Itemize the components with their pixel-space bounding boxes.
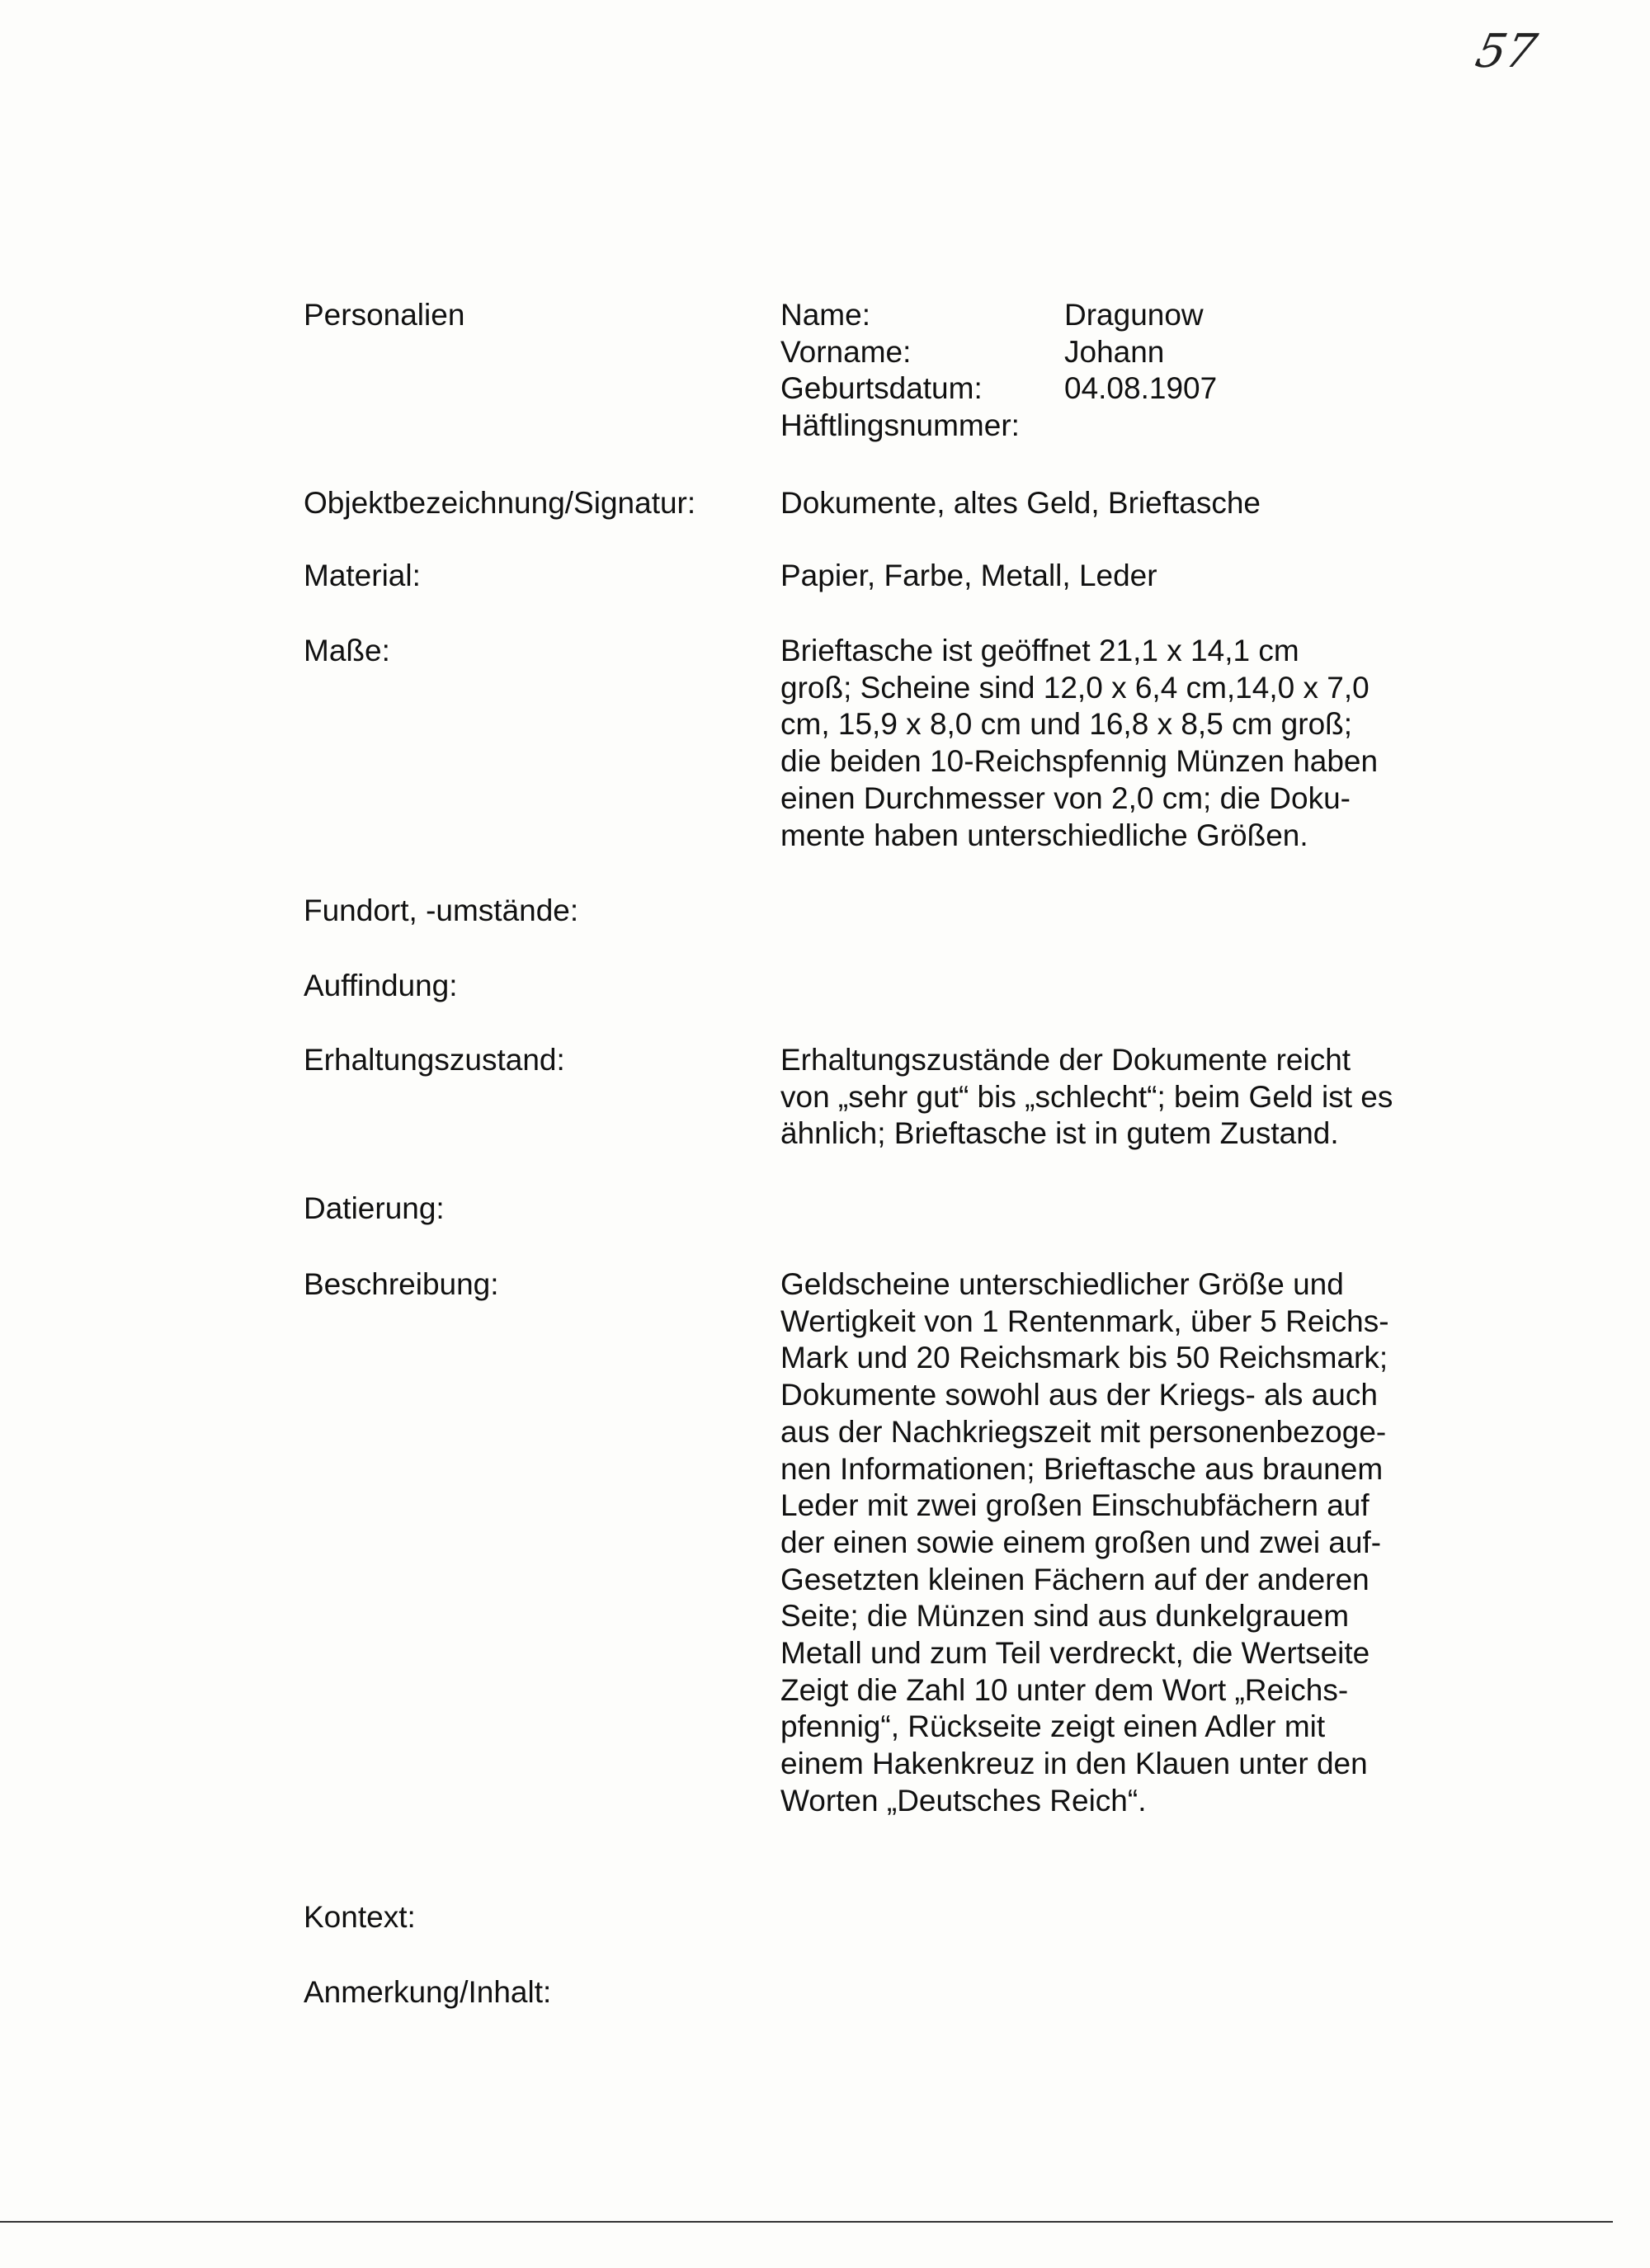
label-material: Material: [304, 559, 421, 592]
field-geburtsdatum [780, 370, 1217, 408]
label-masse: Maße: [304, 634, 390, 667]
field-key: Name: [780, 298, 870, 332]
value-masse: Brieftasche ist geöffnet 21,1 x 14,1 cm groß; Scheine sind 12,0 x 6,4 cm,14,0 x 7,0 cm, 15,9 x 8,0 cm und 16,8 x 8,5 cm groß; die beiden 10-Reichspfennig Münzen haben einen Durchmesser von 2,0 cm; die Doku- mente haben unterschiedliche Größen. [780, 634, 1379, 852]
label-fundort: Fundort, -umstände: [304, 894, 579, 927]
personal-details [780, 297, 1217, 445]
label-anmerkung: Anmerkung/Inhalt: [304, 1975, 552, 2009]
label-erhaltung: Erhaltungszustand: [304, 1043, 565, 1077]
field-value: Johann [1064, 334, 1165, 369]
field-value: 04.08.1907 [1064, 371, 1218, 406]
field-vorname [780, 334, 1217, 371]
label-personalien: Personalien [304, 298, 465, 332]
field-haeftlingsnummer [780, 408, 1217, 445]
field-name [780, 297, 1217, 334]
value-beschreibung: Geldscheine unterschiedlicher Größe und Wertigkeit von 1 Rentenmark, über 5 Reichs- Mark und 20 Reichsmark bis 50 Reichsmark; Dokumente sowohl aus der Kriegs- als auch aus der Nachkriegszeit mit personenbezoge- nen Informationen; Brieftasche aus braunem Leder mit zwei großen Einschubfächern auf der einen sowie einem großen und zwei auf- Gesetzten kleinen Fächern auf der anderen Seite; die Münzen sind aus dunkelgrauem Metall und zum Teil verdreckt, die Wertseite Zeigt die Zahl 10 unter dem Wort „Reichs- pfennig“, Rückseite zeigt einen Adler mit einem Hakenkreuz in den Klauen unter den Worten „Deutsches Reich“. [780, 1267, 1389, 1818]
label-beschreibung: Beschreibung: [304, 1267, 499, 1301]
handwritten-page-number: 57 [1471, 25, 1542, 78]
label-datierung: Datierung: [304, 1191, 445, 1225]
bottom-rule [0, 2221, 1613, 2223]
value-erhaltung: Erhaltungszustände der Dokumente reicht von „sehr gut“ bis „schlecht“; beim Geld ist es ähnlich; Brieftasche ist in gutem Zustand. [780, 1043, 1393, 1151]
value-objekt: Dokumente, altes Geld, Brieftasche [780, 486, 1261, 520]
field-key: Geburtsdatum: [780, 371, 983, 406]
label-auffindung: Auffindung: [304, 969, 458, 1002]
label-objekt: Objektbezeichnung/Signatur: [304, 486, 696, 520]
label-kontext: Kontext: [304, 1900, 416, 1934]
field-value: Dragunow [1064, 298, 1204, 332]
value-material: Papier, Farbe, Metall, Leder [780, 559, 1157, 592]
field-key: Häftlingsnummer: [780, 408, 1020, 443]
field-key: Vorname: [780, 334, 912, 369]
